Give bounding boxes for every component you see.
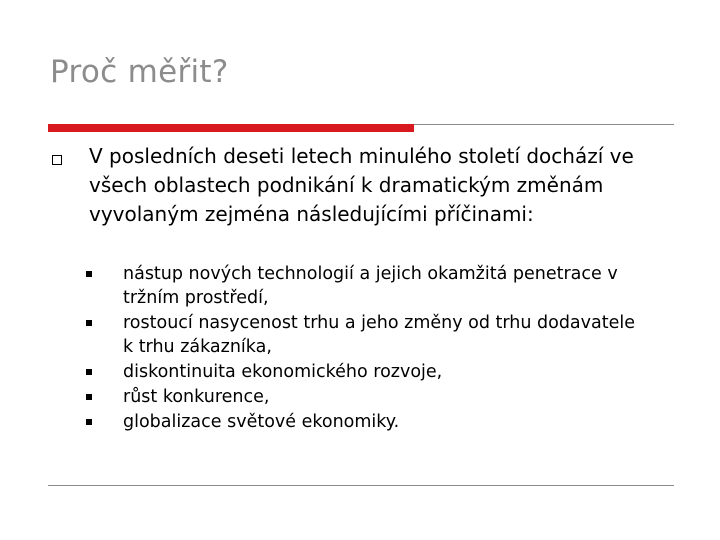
sub-bullet-item — [86, 262, 646, 310]
filled-square-bullet-icon — [86, 419, 92, 425]
filled-square-bullet-icon — [86, 320, 92, 326]
filled-square-bullet-icon — [86, 369, 92, 375]
filled-square-bullet-icon — [86, 271, 92, 277]
hollow-square-bullet-icon — [52, 155, 62, 165]
sub-bullet-text: růst konkurence, — [123, 387, 270, 407]
main-bullet-item — [48, 142, 648, 229]
sub-bullet-text: nástup nových technologií a jejich okamžitá penetrace v tržním prostředí, — [123, 264, 618, 308]
main-bullet-text: V posledních deseti letech minulého století dochází ve všech oblastech podnikání k dramatickým změnám vyvolaným zejména následujícími příčinami: — [89, 144, 634, 226]
sub-bullet-list — [86, 262, 646, 435]
filled-square-bullet-icon — [86, 394, 92, 400]
footer-rule — [48, 485, 674, 486]
sub-bullet-item — [86, 385, 646, 409]
sub-bullet-item — [86, 410, 646, 434]
sub-bullet-text: diskontinuita ekonomického rozvoje, — [123, 362, 443, 382]
sub-bullet-item — [86, 311, 646, 359]
sub-bullet-text: globalizace světové ekonomiky. — [123, 412, 400, 432]
sub-bullet-text: rostoucí nasycenost trhu a jeho změny od trhu dodavatele k trhu zákazníka, — [123, 313, 635, 357]
slide-title: Proč měřit? — [50, 54, 229, 90]
sub-bullet-item — [86, 360, 646, 384]
accent-bar — [48, 124, 414, 132]
